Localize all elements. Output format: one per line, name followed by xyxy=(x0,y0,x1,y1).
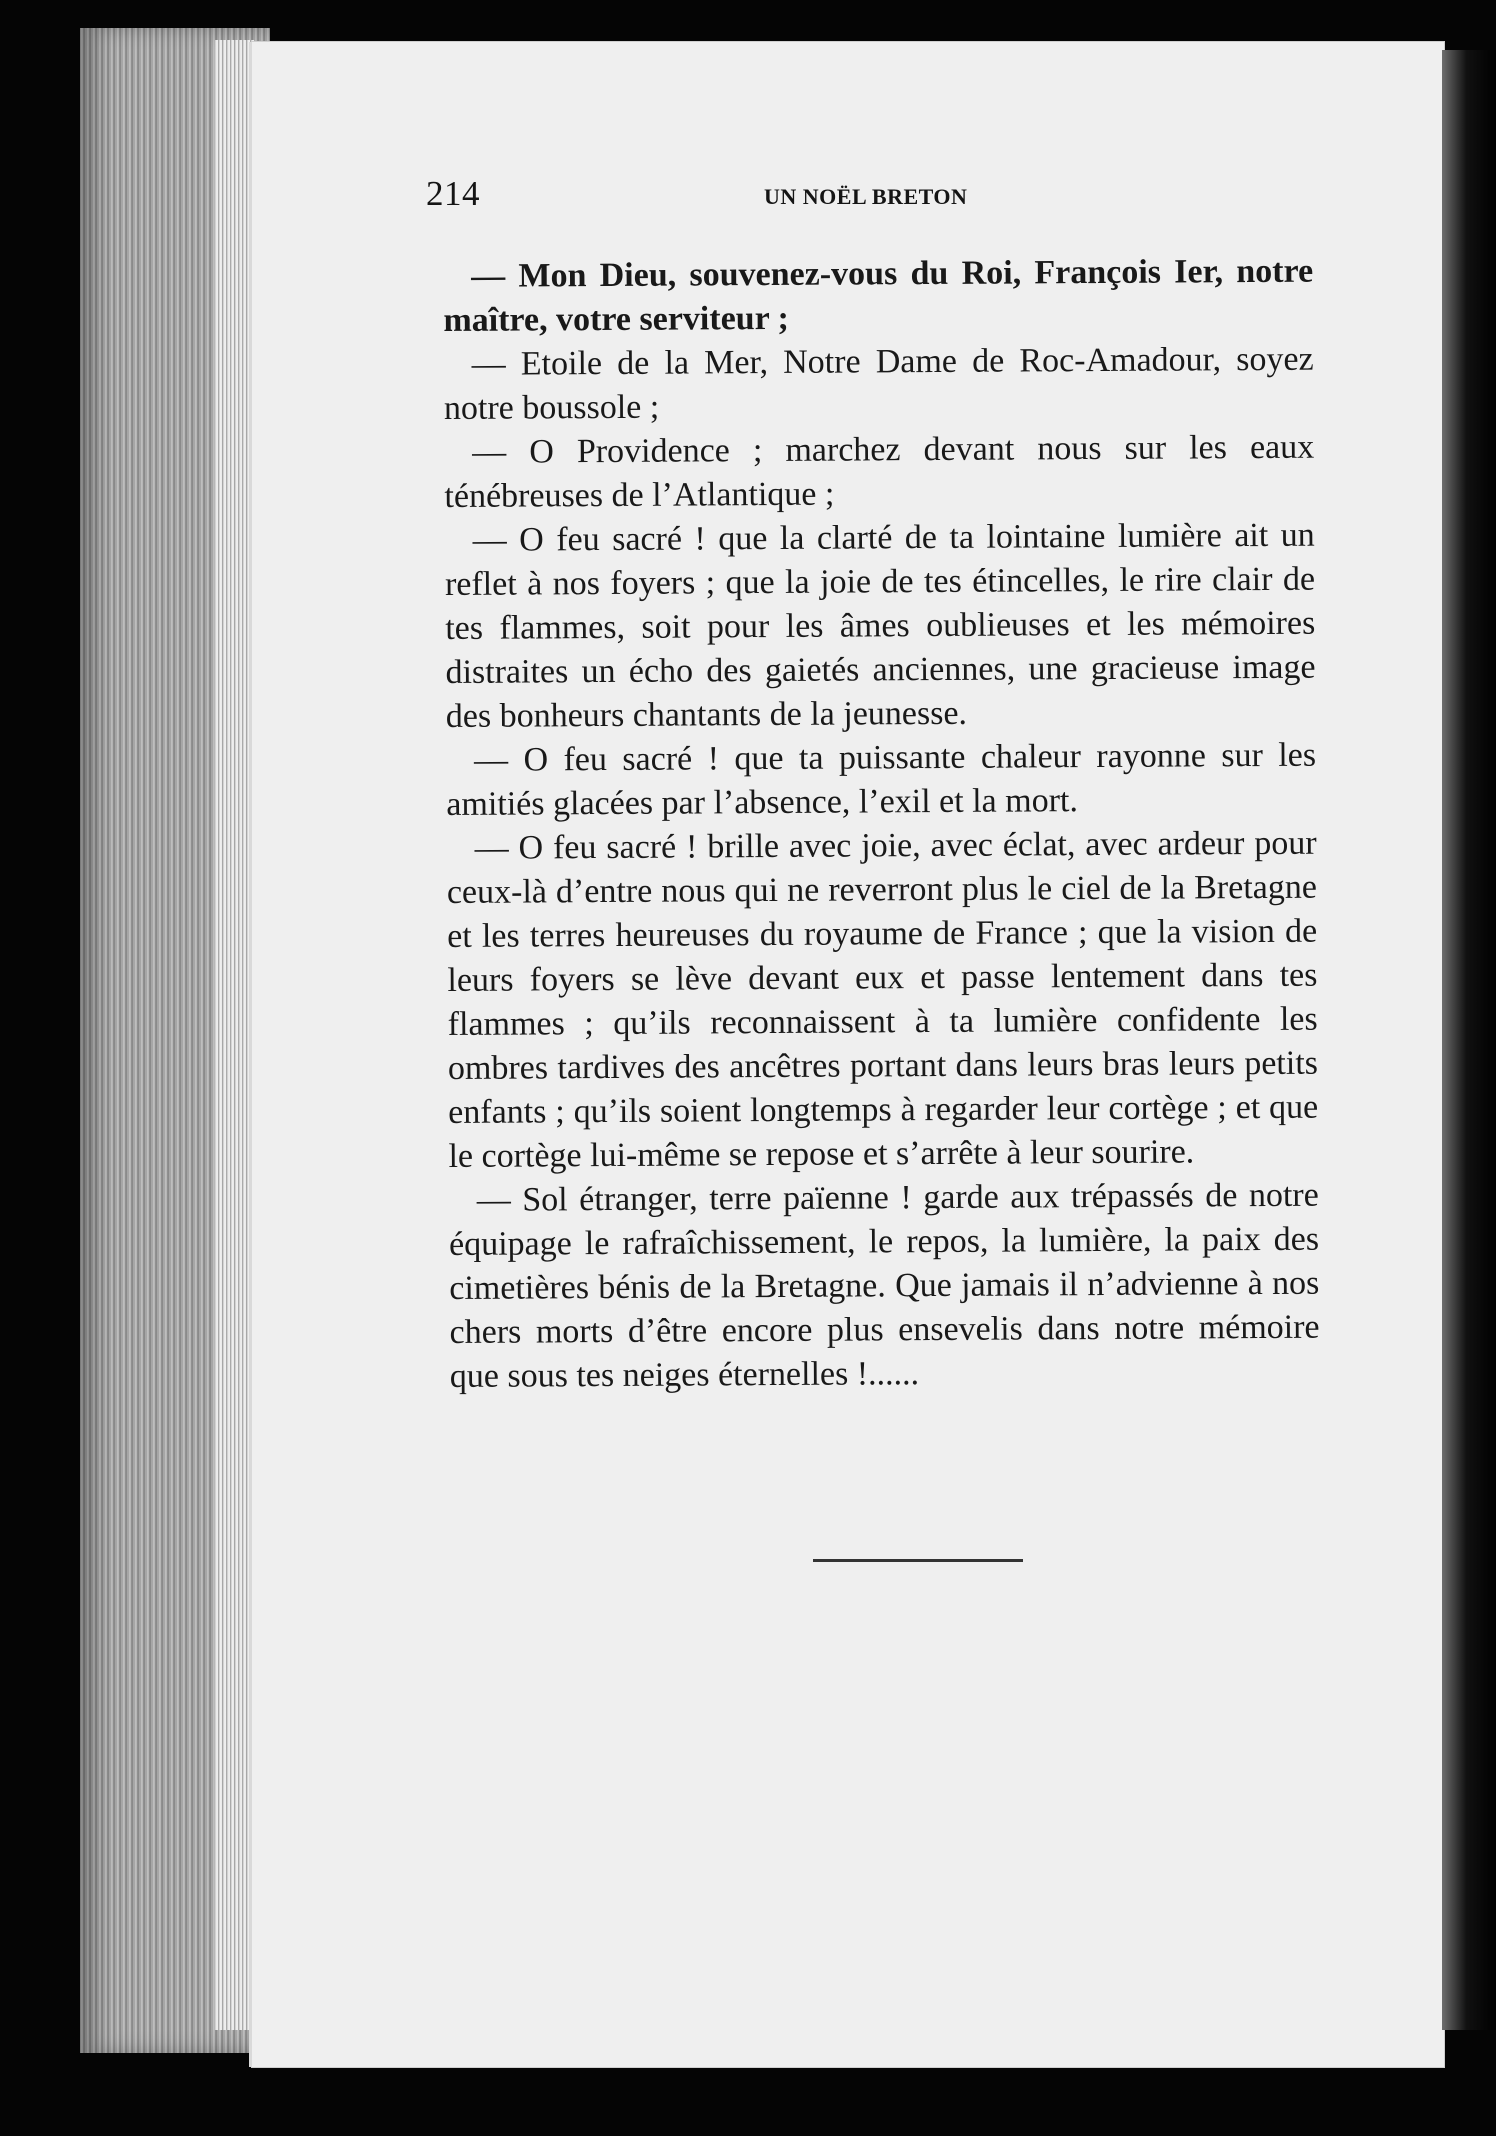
text-paragraph: — O feu sacré ! brille avec joie, avec éclat, avec ardeur pour ceux-là d’entre nous qui ne reverront plus le ciel de la Bretagne et les terres heureuses du royaume de France ; que la vision de leurs foyers se lève devant eux et passe lentement dans tes flammes ; qu’ils reconnaissent à ta lumière confidente les ombres tardives des ancêtres portant dans leurs bras leurs petits enfants ; qu’ils soient longtemps à regarder leur cortège ; et que le cortège lui-même se repose et s’arrête à leur sourire. xyxy=(446,824,1319,1175)
text-paragraph: — O feu sacré ! que ta puissante chaleur rayonne sur les amitiés glacées par l’absence, l’exil et la mort. xyxy=(446,736,1317,823)
text-paragraph: — Etoile de la Mer, Notre Dame de Roc-Amadour, soyez notre boussole ; xyxy=(443,340,1314,427)
text-paragraph: — O feu sacré ! que la clarté de ta lointaine lumière ait un reflet à nos foyers ; que la joie de tes étincelles, le rire clair de tes flammes, soit pour les âmes oublieuses et les mémoires distraites un écho des gaietés anciennes, une gracieuse image des bonheurs chantants de la jeunesse. xyxy=(444,516,1316,735)
end-of-chapter-rule xyxy=(813,1559,1023,1562)
main-text xyxy=(443,250,1320,1399)
book-title: UN NOËL BRETON xyxy=(764,184,968,209)
text-paragraph: — Sol étranger, terre païenne ! garde aux trépassés de notre équipage le rafraîchissement, le repos, la lumière, la paix des cimetières bénis de la Bretagne. Que jamais il n’advienne à nos chers morts d’être encore plus ensevelis dans notre mémoire que sous tes neiges éternelles !...... xyxy=(448,1176,1320,1395)
page-number: 214 xyxy=(426,174,480,213)
text-paragraph: — O Providence ; marchez devant nous sur les eaux ténébreuses de l’Atlantique ; xyxy=(444,428,1315,515)
facing-page-shadow xyxy=(1442,50,1496,2030)
page-edges xyxy=(215,40,255,2030)
text-paragraph: — Mon Dieu, souvenez-vous du Roi, François Ier, notre maître, votre serviteur ; xyxy=(443,252,1314,339)
running-head xyxy=(426,142,986,213)
